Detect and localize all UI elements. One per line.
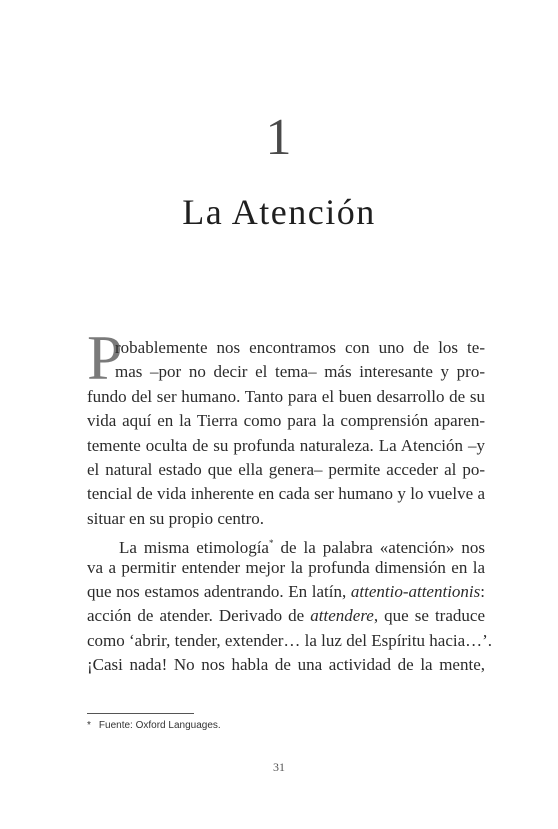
paragraph-line: vida aquí en la Tierra como para la comprensión aparen- [87,411,485,431]
footnote-reference: * [268,538,274,549]
latin-term: attentio-attentionis [350,581,481,601]
paragraph-line: temente oculta de su profunda naturaleza. La Atención –y [87,435,485,455]
text-run: La misma etimología [119,538,269,558]
paragraph-line: situar en su propio centro. [87,508,265,528]
paragraph-line: robablemente nos encontramos con uno de los te- [115,338,485,357]
drop-cap: P [87,322,123,393]
text-run: que nos estamos adentrando. En latín, [87,581,351,601]
footnote-text: Fuente: Oxford Languages. [98,720,221,731]
footnote-divider [87,713,194,714]
paragraph-line [87,580,485,604]
text-run: de la palabra «atención» nos [273,538,485,558]
footnote-mark: * [87,720,91,731]
footnote [87,720,221,731]
text-run: acción de atender. Derivado de [87,606,311,626]
page-number: 31 [273,760,285,774]
text-run: : [480,581,485,601]
paragraph-line [87,531,485,558]
paragraph-line: tencial de vida inherente en cada ser humano y lo vuelve a [87,484,485,504]
paragraph-line: el natural estado que ella genera– permite acceder al po- [87,459,485,479]
paragraph-line: como ‘abrir, tender, extender… la luz del Espíritu hacia…’. [87,630,493,650]
paragraph-line: fundo del ser humano. Tanto para el buen desarrollo de su [87,386,485,406]
text-run: , que se traduce [373,606,485,626]
chapter-title: La Atención [182,192,376,232]
paragraph-line: va a permitir entender mejor la profunda dimensión en la [87,557,485,577]
latin-term: attendere [310,606,374,626]
paragraph-line [87,604,485,628]
body-text [87,336,493,677]
paragraph-line: ¡Casi nada! No nos habla de una actividad de la mente, [87,655,485,675]
chapter-number: 1 [265,109,293,166]
paragraph-line: mas –por no decir el tema– más interesante y pro- [115,362,485,382]
